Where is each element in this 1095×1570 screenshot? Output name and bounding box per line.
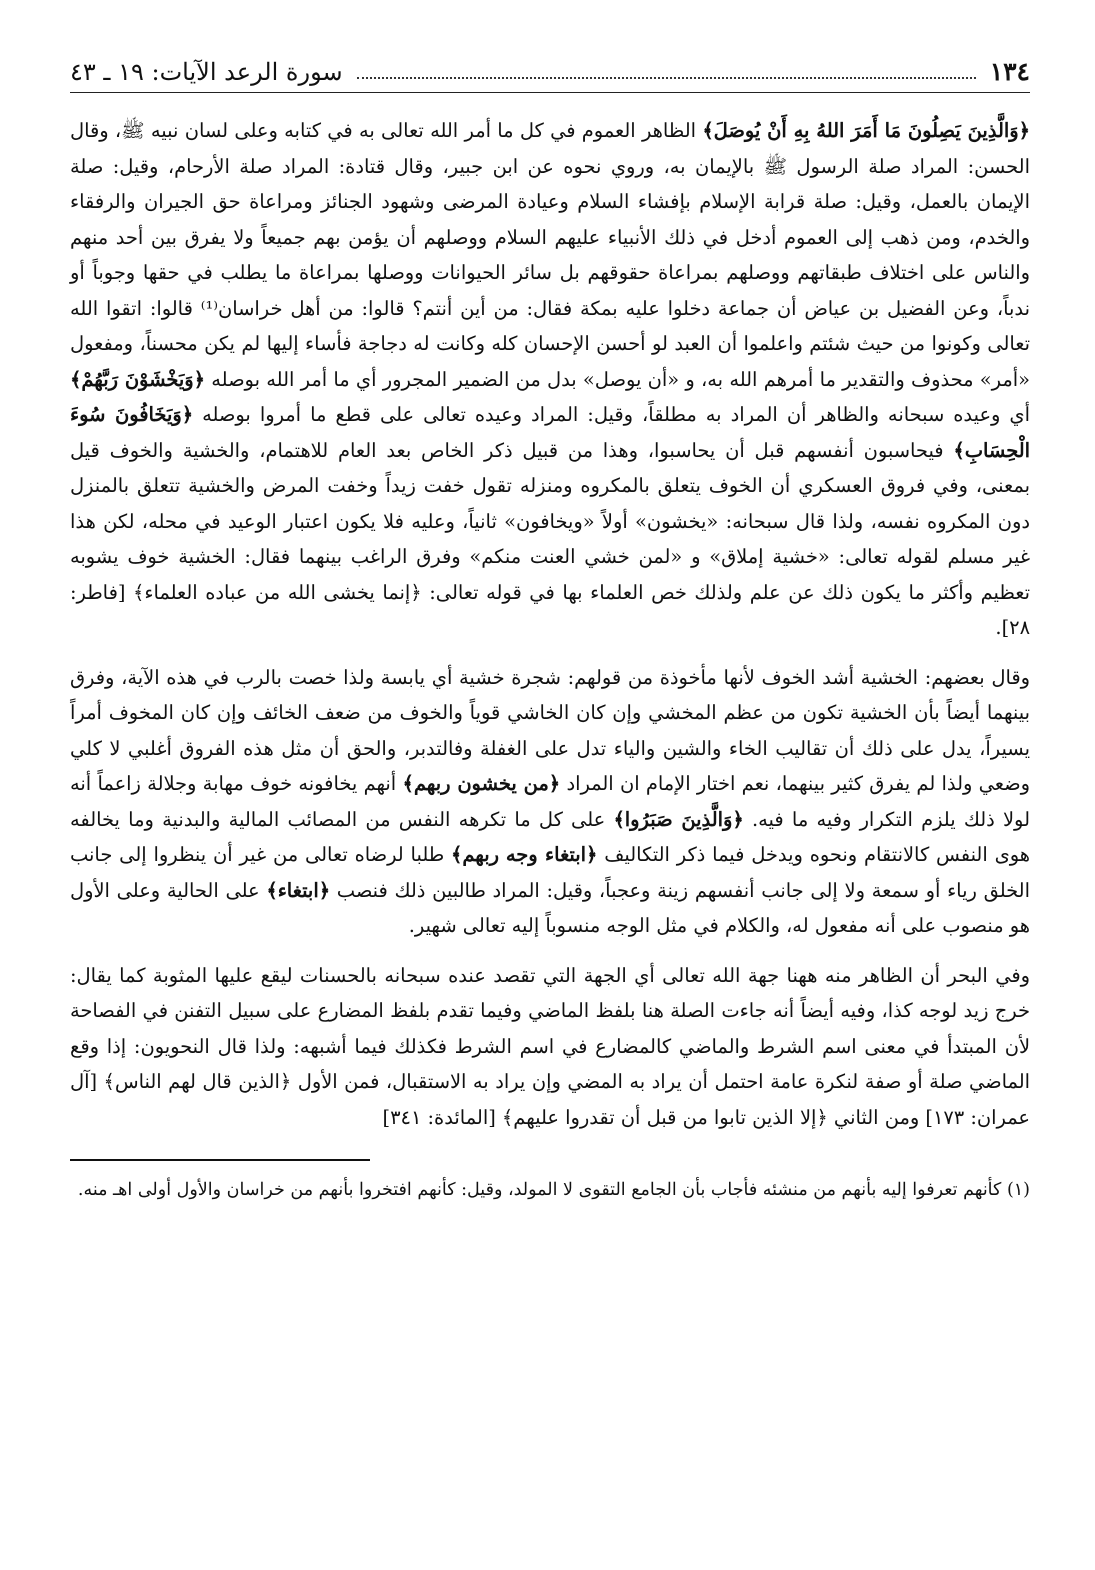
text-segment: أنهم	[363, 772, 403, 795]
quran-quote: ﴿وَالَّذِينَ يَصِلُونَ مَا أَمَرَ اللهُ بِهِ أَنْ يُوصَلَ﴾	[702, 119, 1030, 142]
text-segment: تعالى: ﴿إنما يخشى الله من عباده العلماء﴾ [فاطر: ٢٨].	[70, 580, 1030, 639]
text-segment: على كل ما تكرهه النفس	[398, 807, 614, 831]
text-segment: وفي البحر أن الظاهر منه ههنا جهة الله تعالى أي الجهة التي تقصد عنده سبحانه بالحسنات ليقع عليها المثوبة	[152, 963, 1030, 987]
text-segment: الظاهر العموم في كل ما أمر الله تعالى به في كتابه وعلى لسان نبيه	[150, 119, 703, 142]
text-segment: وإن كان المخوف أمراً يسيراً، يدل على ذلك أن تقاليب الخاء والشين والياء تدل على الغفلة وفالتدبر، والحق أن مثل	[70, 701, 1030, 760]
text-segment: منسوباً إليه تعالى شهير.	[408, 914, 601, 937]
text-segment: طلبا لرضاه تعالى من غير أن ينظروا إلى جانب الخلق رياء أو سمعة ولا إلى جانب أنفسهم زينة وعجباً، وقيل:	[70, 843, 1030, 902]
text-segment: يخافونه خوف مهابة وجلالة زاعماً أنه لولا ذلك يلزم التكرار وفيه ما فيه.	[70, 772, 1030, 831]
footnote	[70, 1175, 1030, 1206]
text-segment: ﷺ، وقال الحسن: المراد صلة الرسول ﷺ بالإيمان به، وروي نحوه عن ابن جبير، وقال قتادة: المراد صلة الأرحام،	[70, 119, 1030, 178]
footnote-marker: (١)	[1006, 1180, 1030, 1200]
text-segment: فيحاسبون أنفسهم قبل أن يحاسبوا، وهذا من قبيل ذكر الخاص بعد العام	[337, 438, 954, 462]
text-segment: أي وعيده سبحانه والظاهر أن المراد به مطلقاً، وقيل: المراد وعيده تعالى على قطع ما أمروا	[259, 403, 1030, 426]
paragraph	[70, 113, 1030, 646]
quran-quote: ﴿من يخشون ربهم﴾	[402, 772, 561, 795]
text-segment: والرفقاء والخدم، ومن ذهب إلى العموم أدخل في ذلك الأنبياء عليهم السلام ووصلهم أن يؤمن بهم جميعاً ولا يفرق	[70, 190, 1030, 249]
text-segment: وقال بعضهم: الخشية أشد الخوف لأنها مأخوذة من قولهم: شجرة خشية أي يابسة ولذا خصت بالرب في	[203, 665, 1031, 689]
text-segment: بوصله	[205, 367, 260, 391]
running-title: سورة الرعد الآيات: ١٩ ـ ٤٣	[70, 58, 343, 86]
text-segment: وخفت المرض والخشية تتعلق بالمنزل دون المكروه نفسه، ولذا قال سبحانه: «يخشون» أولاً «ويخافون» ثانياً، وعليه	[70, 474, 1030, 533]
paragraph-gap	[70, 646, 1030, 660]
text-segment: يكن محسناً، ومفعول «أمر» محذوف والتقدير ما أمرهم الله به، و «أن يوصل» بدل من الضمير المجرور أي ما أمر الله	[70, 332, 1030, 391]
footnote-text: كأنهم تعرفوا إليه بأنهم من منشئه فأجاب بأن الجامع التقوى لا المولد، وقيل: كأنهم افتخروا بأنهم من خراسان والأول أولى اهـ منه.	[77, 1180, 1002, 1200]
header-dot-leader	[357, 77, 976, 79]
text-segment: التفنن في الفصاحة لأن المبتدأ في معنى اسم الشرط والماضي كالمضارع في اسم الشرط فكذلك فيما أشبهه: ولذا	[70, 999, 1030, 1058]
quran-quote: ربهم﴾	[451, 843, 499, 866]
quran-quote: ﴿ابتغاء وجه	[505, 843, 598, 866]
text-segment: للاهتمام، والخشية والخوف قيل بمعنى، وفي فروق العسكري أن الخوف يتعلق بالمكروه ومنزله تقول خفت زيداً	[70, 438, 1030, 497]
paragraph	[70, 958, 1030, 1136]
text-segment: بين أحد منهم والناس على اختلاف طبقاتهم ووصلهم بمراعاة حقوقهم بل سائر الحيوانات ووصلها بمراعاة ما يطلب في	[70, 225, 1030, 284]
text-segment: بوصله	[193, 403, 251, 426]
text-segment: حقها وجوباً أو ندباً، وعن الفضيل بن عياض أن جماعة دخلوا عليه بمكة فقال: من أين أنتم؟ قالوا: من أهل خراسان⁽¹⁾	[70, 261, 1030, 320]
text-segment: ﴿الذين قال لهم الناس﴾ [آل عمران: ١٧٣] ومن الثاني ﴿إلا الذين تابوا من قبل أن تقدروا عليهم﴾ [المائدة: ٣٤١]	[70, 1070, 1030, 1129]
paragraph-gap	[70, 944, 1030, 958]
text-segment: فلا يكون اعتبار الوعيد في محله، لكن هذا غير مسلم لقوله تعالى: «خشية إملاق» و «لمن خشي العنت منكم» وفرق	[70, 509, 1030, 568]
text-segment: المراد طالبين ذلك فنصب	[330, 878, 540, 902]
text-segment: وقيل: صلة الإيمان بالعمل، وقيل: صلة قرابة الإسلام بإفشاء السلام وعيادة المرضى وشهود الجنائز ومراعاة حق الجيران	[70, 154, 1030, 213]
body-text	[70, 113, 1030, 1135]
text-segment: قال النحويون: إذا وقع الماضي صلة أو صفة لنكرة عامة احتمل أن يراد به المضي وإن يراد به الاستقبال، فمن الأول	[70, 1034, 1031, 1093]
text-segment: من المصائب المالية والبدنية وما يخالفه هوى النفس كالانتقام ونحوه ويدخل فيما ذكر التكاليف	[70, 807, 1030, 866]
page-number: ١٣٤	[989, 57, 1030, 86]
footnote-separator	[70, 1159, 370, 1161]
running-header	[70, 52, 1030, 93]
quran-quote: ﴿وَالَّذِينَ صَبَرُوا﴾	[613, 807, 744, 831]
quran-quote: ﴿وَيَخَافُونَ سُوءَ الْحِسَابِ﴾	[70, 403, 1031, 462]
text-segment: هذه الفروق أغلبي لا كلي وضعي ولذا لم يفرق كثير بينهما، نعم اختار الإمام ان المراد	[70, 736, 1030, 795]
page	[70, 52, 1030, 1206]
text-segment: قالوا: اتقوا الله تعالى وكونوا من حيث شئتم واعلموا أن العبد لو أحسن الإحسان كله وكانت له دجاجة فأساء إليها لم	[70, 296, 1031, 355]
text-segment: الراغب بينهما فقال: الخشية خوف يشوبه تعظيم وأكثر ما يكون ذلك عن علم ولذلك خص العلماء بها في قوله	[70, 545, 1030, 604]
text-segment: هذه الآية، وفرق بينهما أيضاً بأن الخشية تكون من عظم المخشي وإن كان الخاشي قوياً والخوف من ضعف الخائف	[70, 665, 1030, 724]
text-segment: كما يقال: خرج زيد لوجه كذا، وفيه أيضاً أنه جاءت الصلة هنا بلفظ الماضي وفيما تقدم بلفظ المضارع على سبيل	[70, 963, 1030, 1022]
text-segment: على الحالية وعلى الأول هو منصوب على أنه مفعول له، والكلام في مثل الوجه	[70, 878, 1030, 937]
quran-quote: ﴿ابتغاء﴾	[266, 878, 331, 902]
quran-quote: ﴿وَيَخْشَوْنَ رَبَّهُمْ﴾	[70, 367, 206, 391]
paragraph	[70, 660, 1030, 944]
